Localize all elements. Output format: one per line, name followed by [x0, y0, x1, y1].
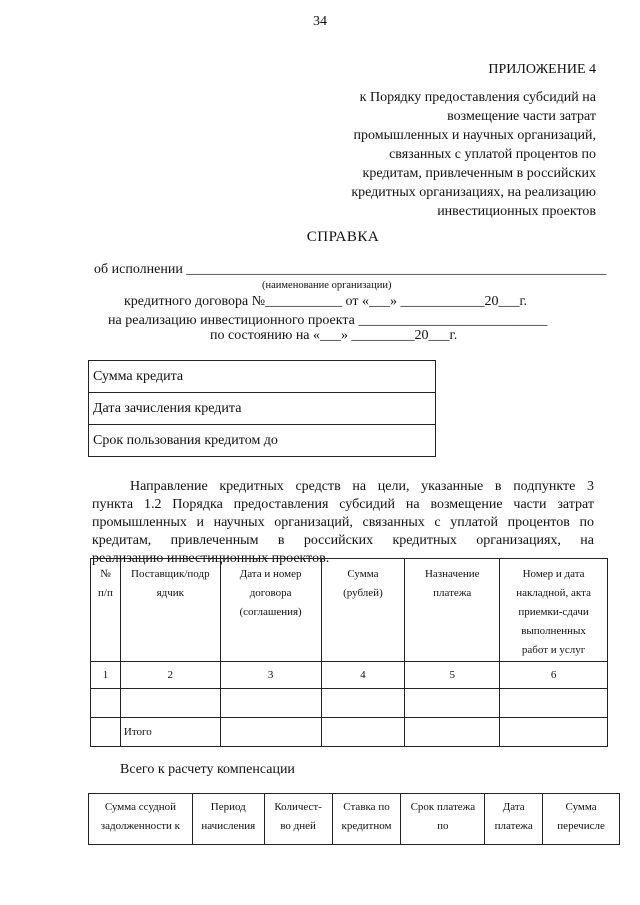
header-cell: Сумма ссудной задолженности к	[89, 794, 193, 845]
appendix-title: ПРИЛОЖЕНИЕ 4	[488, 62, 596, 77]
credit-term-cell: Срок пользования кредитом до	[89, 425, 436, 457]
empty-cell	[91, 689, 121, 718]
header-cell: Поставщик/подр ядчик	[120, 559, 220, 662]
appendix-line: промышленных и научных организаций,	[353, 128, 596, 143]
empty-cell	[500, 689, 608, 718]
appendix-line: связанных с уплатой процентов по	[389, 147, 596, 162]
empty-cell	[120, 689, 220, 718]
appendix-line: к Порядку предоставления субсидий на	[359, 90, 596, 105]
credit-date-cell: Дата зачисления кредита	[89, 393, 436, 425]
paragraph-line: реализацию инвестиционных проектов.	[92, 551, 330, 566]
empty-cell	[500, 718, 608, 747]
column-number-cell: 2	[120, 662, 220, 689]
appendix-line: кредитам, привлеченным в российских	[362, 166, 596, 181]
column-number-cell: 4	[321, 662, 405, 689]
header-cell: Дата платежа	[485, 794, 543, 845]
empty-cell	[405, 689, 500, 718]
header-cell: Номер и дата накладной, акта приемки-сдачи выполненных работ и услуг	[500, 559, 608, 662]
credit-info-table	[88, 360, 436, 457]
purpose-paragraph	[92, 478, 594, 568]
header-cell: Назначение платежа	[405, 559, 500, 662]
header-cell: Сумма (рублей)	[321, 559, 405, 662]
credit-amount-cell: Сумма кредита	[89, 361, 436, 393]
document-title: СПРАВКА	[306, 229, 380, 245]
header-cell: Сумма перечисле	[543, 794, 620, 845]
paragraph-line: промышленных и научных организаций, связанных с уплатой процентов по	[92, 515, 594, 530]
column-number-cell: 6	[500, 662, 608, 689]
page-number: 34	[313, 14, 327, 29]
organization-caption: (наименование организации)	[262, 280, 392, 291]
header-cell: № п/п	[91, 559, 121, 662]
appendix-line: инвестиционных проектов	[437, 204, 596, 219]
appendix-line: возмещение части затрат	[447, 109, 596, 124]
appendix-line: кредитных организациях, на реализацию	[351, 185, 596, 200]
header-cell: Количест- во дней	[264, 794, 332, 845]
as-of-date-line: по состоянию на «___» _________20___г.	[210, 328, 458, 343]
organization-line: об исполнении ____________________________________________________________	[94, 262, 607, 277]
total-row	[91, 718, 608, 747]
empty-cell	[405, 718, 500, 747]
empty-cell	[220, 689, 321, 718]
column-number-cell: 1	[91, 662, 121, 689]
paragraph-line: Направление кредитных средств на цели, указанные в подпункте 3	[130, 479, 594, 494]
total-label: Итого	[120, 718, 220, 747]
empty-cell	[321, 689, 405, 718]
investment-project-line: на реализацию инвестиционного проекта ___________________________	[108, 313, 548, 328]
credit-agreement-line: кредитного договора №___________ от «___» ____________20___г.	[124, 294, 528, 309]
column-number-cell: 5	[405, 662, 500, 689]
total-calc-label: Всего к расчету компенсации	[120, 762, 295, 777]
payments-table	[90, 558, 608, 747]
header-cell: Срок платежа по	[401, 794, 485, 845]
paragraph-line: кредитам, привлеченным в российских кредитных организациях, на	[92, 533, 594, 548]
appendix-reference	[351, 88, 596, 221]
empty-cell	[321, 718, 405, 747]
header-cell: Период начисления	[192, 794, 264, 845]
compensation-calc-table	[88, 793, 620, 845]
table-row	[91, 689, 608, 718]
header-cell: Дата и номер договора (соглашения)	[220, 559, 321, 662]
column-number-cell: 3	[220, 662, 321, 689]
paragraph-line: пункта 1.2 Порядка предоставления субсидий на возмещение части затрат	[92, 497, 594, 512]
empty-cell	[91, 718, 121, 747]
empty-cell	[220, 718, 321, 747]
header-cell: Ставка по кредитном	[332, 794, 401, 845]
